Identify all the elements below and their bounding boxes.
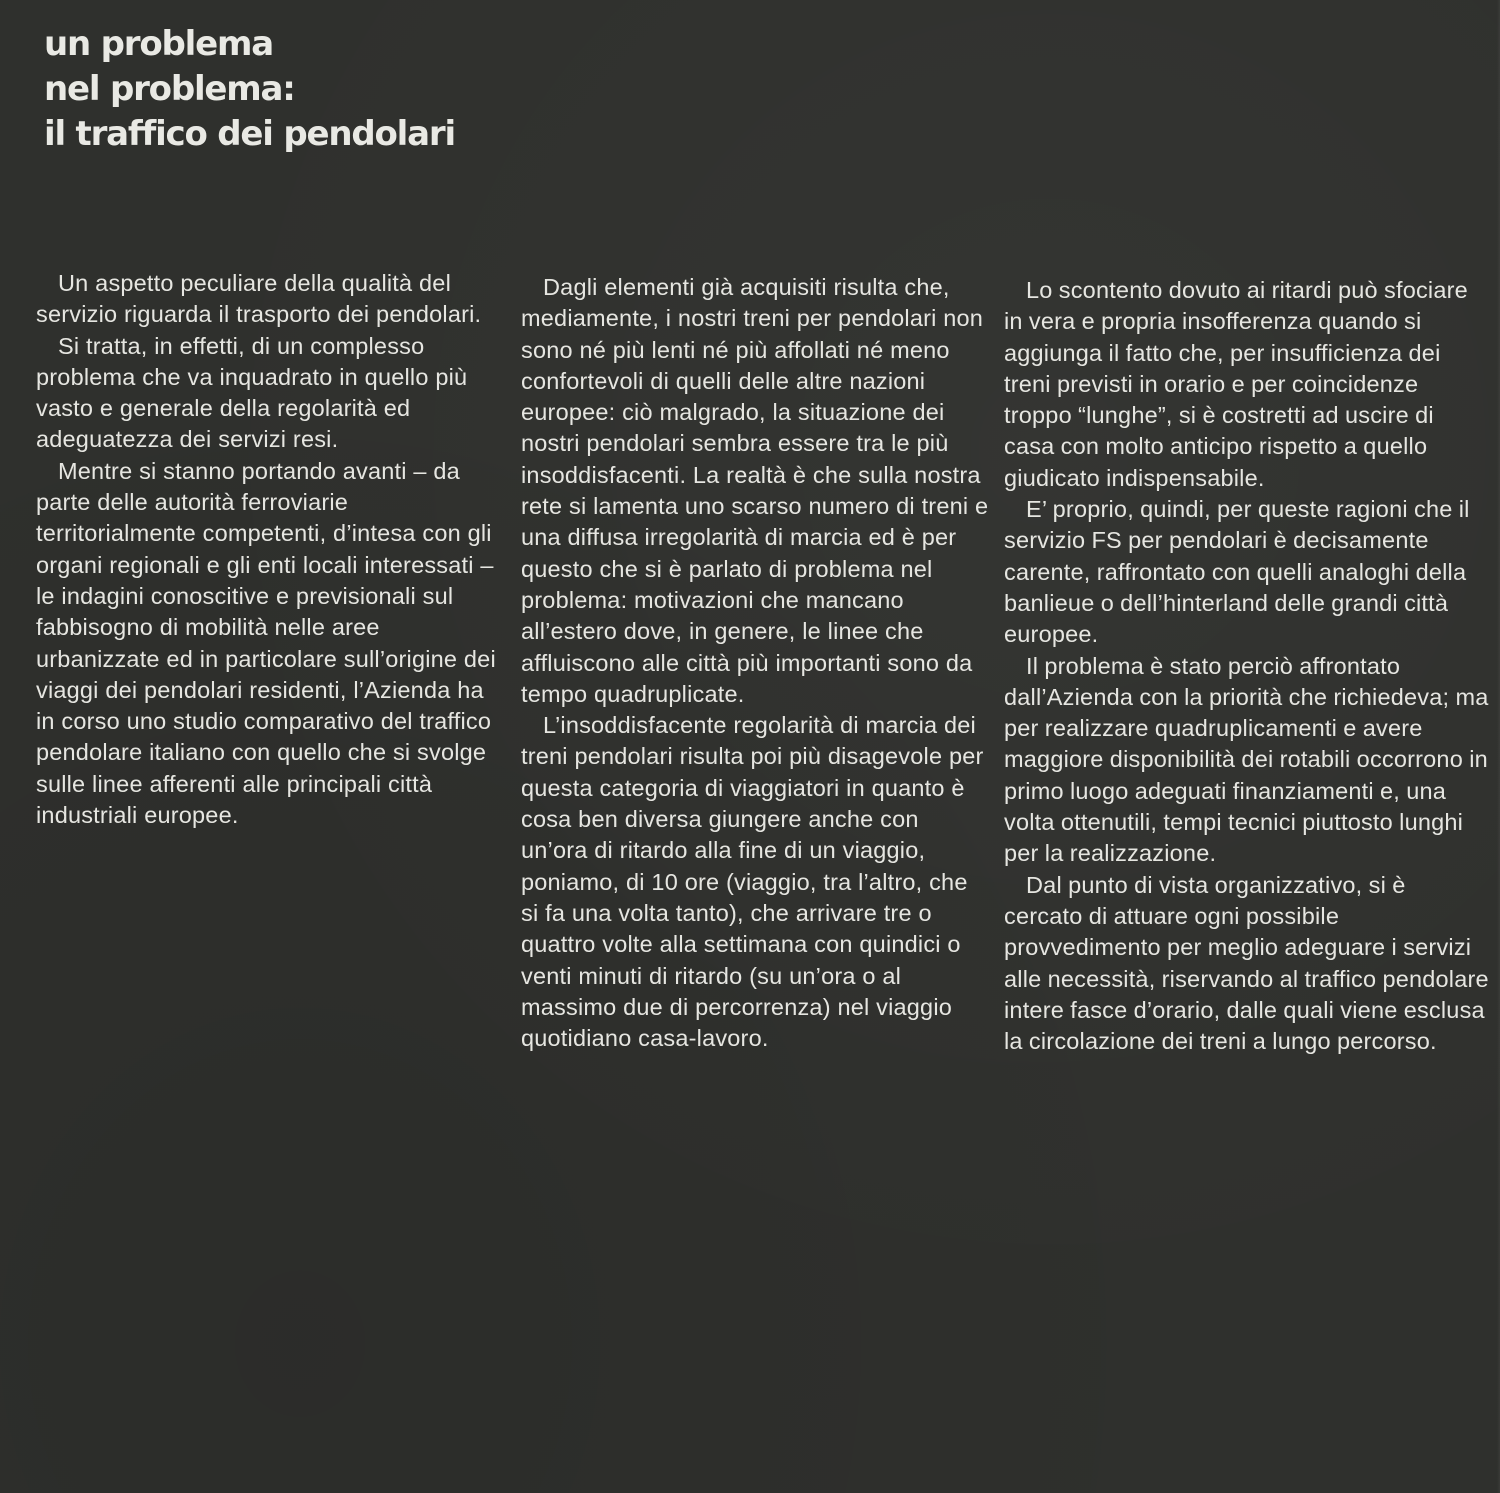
text-column-1 (36, 268, 496, 831)
title-line-3: il traffico dei pendolari (44, 114, 455, 154)
text-column-3 (1004, 275, 1490, 1057)
paragraph: L’insoddisfacente regolarità di marcia dei treni pendolari risulta poi più disagevole per questa categoria di viaggiatori in quanto è cosa ben diversa giungere anche con un’ora di ritardo alla fine di un viaggio, poniamo, di 10 ore (viaggio, tra l’altro, che si fa una volta tanto), che arrivare tre o quattro volte alla settimana con quindici o venti minuti di ritardo (su un’ora o al massimo due di percorrenza) nel viaggio quotidiano casa-lavoro. (521, 712, 984, 1052)
paragraph: Mentre si stanno portando avanti – da parte delle autorità ferroviarie territorialmente competenti, d’intesa con gli organi regionali e gli enti locali interessati – le indagini conoscitive e previsionali sul fabbisogno di mobilità nelle aree urbanizzate ed in particolare sull’origine dei viaggi dei pendolari residenti, l’Azienda ha in corso uno studio comparativo del traffico pendolare italiano con quello che si svolge sulle linee afferenti alle principali città industriali europee. (36, 457, 496, 829)
paragraph: E’ proprio, quindi, per queste ragioni che il servizio FS per pendolari è decisamente carente, raffrontato con quelli analoghi della banlieue o dell’hinterland delle grandi città europee. (1004, 496, 1470, 648)
title-line-1: un problema (44, 24, 273, 64)
paragraph: Si tratta, in effetti, di un complesso problema che va inquadrato in quello più vasto e generale della regolarità ed adeguatezza dei servizi resi. (36, 332, 468, 453)
paragraph: Dagli elementi già acquisiti risulta che, mediamente, i nostri treni per pendolari non sono né più lenti né più affollati né meno confortevoli di quelli delle altre nazioni europee: ciò malgrado, la situazione dei nostri pendolari sembra essere tra le più insoddisfacenti. La realtà è che sulla nostra rete si lamenta uno scarso numero di treni e una diffusa irregolarità di marcia ed è per questo che si è parlato di problema nel problema: motivazioni che mancano all’estero dove, in genere, le linee che affluiscono alle città più importanti sono da tempo quadruplicate. (521, 274, 989, 707)
paragraph: Dal punto di vista organizzativo, si è cercato di attuare ogni possibile provvedimento per meglio adeguare i servizi alle necessità, riservando al traffico pendolare intere fasce d’orario, dalle quali viene esclusa la circolazione dei treni a lungo percorso. (1004, 871, 1489, 1055)
title-line-2: nel problema: (44, 69, 295, 109)
paragraph: Il problema è stato perciò affrontato dall’Azienda con la priorità che richiedeva; ma per realizzare quadruplicamenti e avere maggiore disponibilità dei rotabili occorrono in primo luogo adeguati finanziamenti e, una volta ottenutili, tempi tecnici piuttosto lunghi per la realizzazione. (1004, 652, 1489, 867)
paragraph: Un aspetto peculiare della qualità del servizio riguarda il trasporto dei pendolari. (36, 270, 482, 328)
paragraph: Lo scontento dovuto ai ritardi può sfociare in vera e propria insofferenza quando si aggiunga il fatto che, per insufficienza dei treni previsti in orario e per coincidenze troppo “lunghe”, si è costretti ad uscire di casa con molto anticipo rispetto a quello giudicato indispensabile. (1004, 277, 1468, 491)
text-column-2 (521, 272, 991, 1054)
page-title (44, 22, 455, 157)
